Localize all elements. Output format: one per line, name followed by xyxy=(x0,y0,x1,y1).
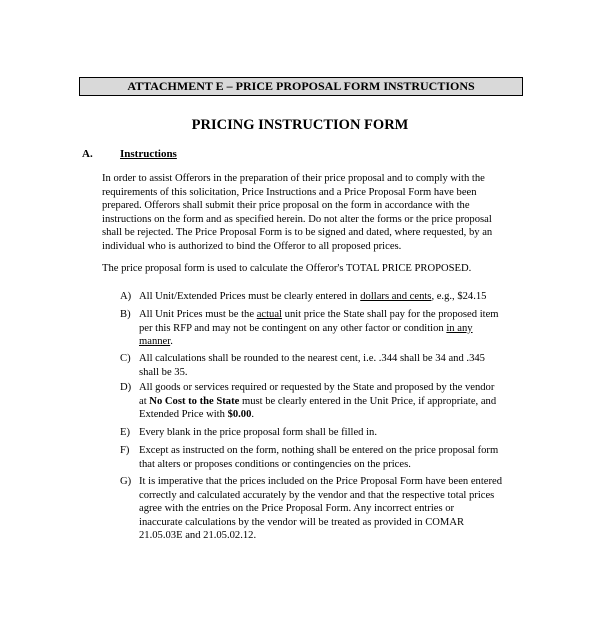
item-text: . xyxy=(170,336,173,348)
item-underlined-text: actual xyxy=(256,309,282,320)
item-line: shall be 35. xyxy=(139,366,188,378)
intro-paragraph xyxy=(102,172,492,254)
item-line: that alters or proposes conditions or contingencies on the prices. xyxy=(139,458,411,470)
item-text: All Unit/Extended Prices must be clearly entered in xyxy=(139,291,361,302)
item-text: , e.g., $24.15 xyxy=(431,291,487,302)
item-marker: E) xyxy=(120,427,130,438)
intro-line: requirements of this solicitation, Price Instructions and a Price Proposal Form have been xyxy=(102,186,477,198)
item-marker: B) xyxy=(120,309,131,320)
intro-line: In order to assist Offerors in the preparation of their price proposal and to comply with the xyxy=(102,173,485,184)
intro-line: shall be rejected. The Price Proposal Form is to be signed and dated, where requested, by an xyxy=(102,227,493,239)
item-text: . xyxy=(251,409,255,421)
item-line xyxy=(139,290,486,304)
item-line: It is imperative that the prices included on the Price Proposal Form have been entered xyxy=(139,476,503,487)
total-price-paragraph: The price proposal form is used to calculate the Offeror's TOTAL PRICE PROPOSED. xyxy=(102,263,472,274)
intro-line: prepared. Offerors shall submit their price proposal on the form in accordance with the xyxy=(102,200,470,212)
item-line xyxy=(139,322,499,336)
item-line xyxy=(139,308,499,322)
item-underlined-text: in any xyxy=(446,322,473,334)
item-marker: G) xyxy=(120,476,132,487)
section-letter: A. xyxy=(82,148,93,160)
item-marker: A) xyxy=(120,291,132,302)
item-underlined-text: dollars and cents xyxy=(360,291,432,302)
item-line xyxy=(139,408,496,422)
item-body xyxy=(139,381,496,422)
item-body xyxy=(139,475,502,543)
item-line: 21.05.03E and 21.05.02.12. xyxy=(139,530,257,542)
item-line: All goods or services required or requested by the State and proposed by the vendor xyxy=(139,382,495,393)
item-bold-text: $0.00 xyxy=(227,409,252,421)
intro-line: individual who is authorized to bind the Offeror to all proposed prices. xyxy=(102,240,402,252)
form-title: PRICING INSTRUCTION FORM xyxy=(191,117,409,133)
item-text: must be clearly entered in the Unit Price, if appropriate, and xyxy=(239,395,497,407)
attachment-title: ATTACHMENT E – PRICE PROPOSAL FORM INSTRUCTIONS xyxy=(79,77,523,96)
item-text: Extended Price with xyxy=(139,409,228,421)
item-text: at xyxy=(139,395,150,407)
section-heading: Instructions xyxy=(120,148,177,160)
item-bold-text: No Cost to the State xyxy=(149,395,240,407)
item-line: Every blank in the price proposal form shall be filled in. xyxy=(139,427,377,438)
item-marker: F) xyxy=(120,445,130,456)
item-text: unit price the State shall pay for the proposed item xyxy=(282,309,499,320)
item-body xyxy=(139,444,498,471)
item-line: correctly and calculated accurately by the vendor and that the respective total prices xyxy=(139,489,495,501)
item-body xyxy=(139,352,485,379)
item-body xyxy=(139,426,377,440)
item-underlined-text: manner xyxy=(139,336,171,348)
item-text: All Unit Prices must be the xyxy=(139,309,257,320)
item-marker: C) xyxy=(120,353,131,364)
item-marker: D) xyxy=(120,382,132,393)
item-line xyxy=(139,395,496,409)
item-body xyxy=(139,308,499,349)
item-text: per this RFP and may not be contingent on any other factor or condition xyxy=(139,322,447,334)
item-line: agree with the entries on the Price Proposal Form. Any incorrect entries or xyxy=(139,503,455,515)
item-line: Except as instructed on the form, nothing shall be entered on the price proposal form xyxy=(139,445,499,456)
item-line: inaccurate calculations by the vendor will be treated as provided in COMAR xyxy=(139,516,465,528)
item-body xyxy=(139,290,486,304)
intro-line: instructions on the form and as specified herein. Do not alter the forms or the price proposal xyxy=(102,213,492,225)
item-line: All calculations shall be rounded to the nearest cent, i.e. .344 shall be 34 and .345 xyxy=(139,353,485,364)
item-line xyxy=(139,335,499,349)
